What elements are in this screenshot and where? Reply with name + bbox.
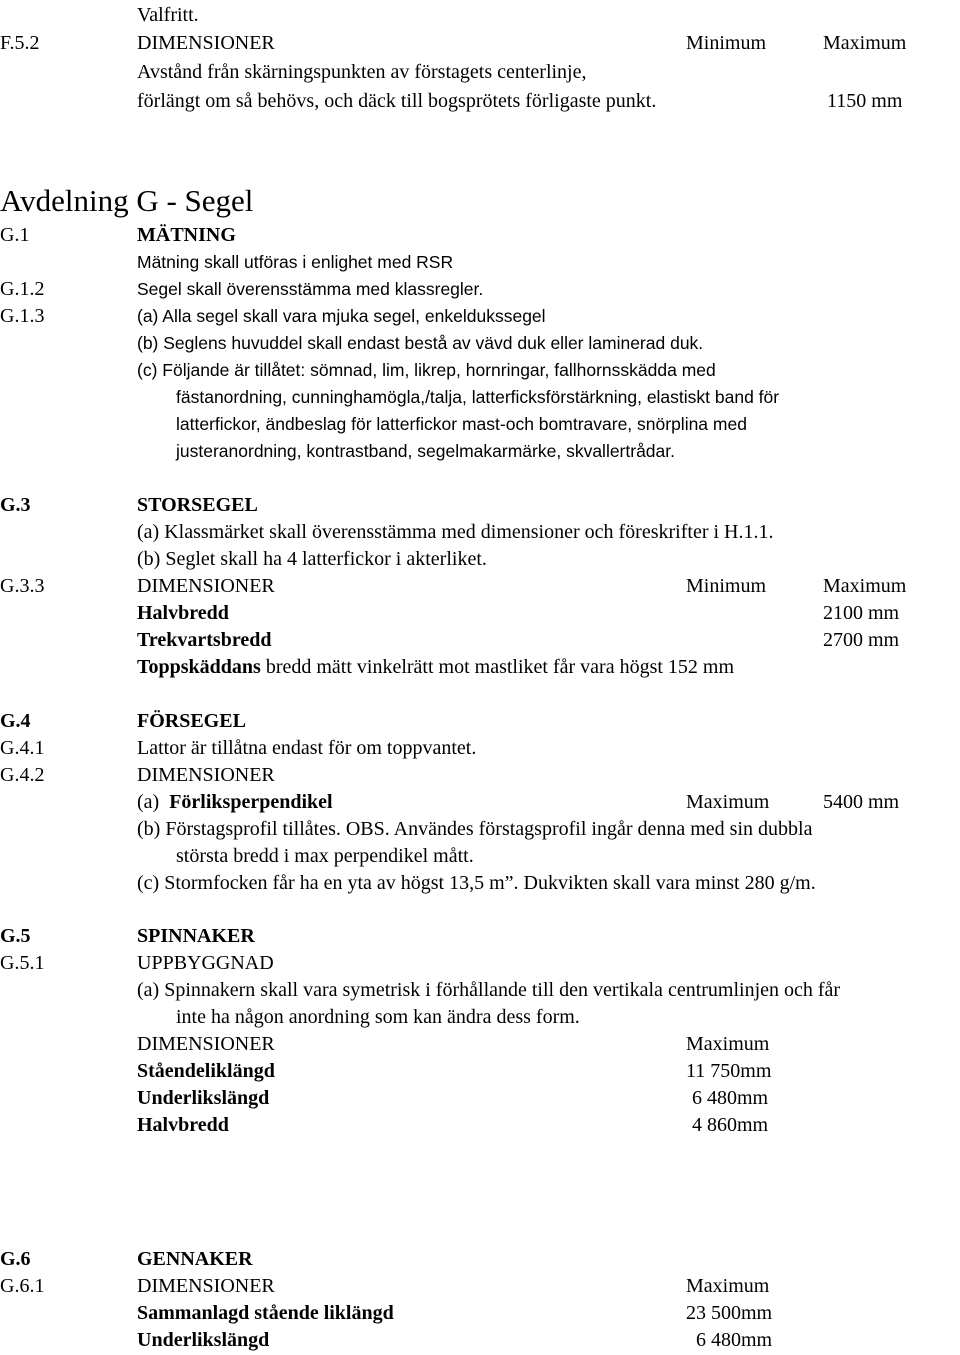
g42-max-value: 5400 mm (823, 791, 900, 813)
g13-item-c-line-2: fästanordning, cunninghamögla,/talja, latterficksförstärkning, elastiskt band för (176, 387, 780, 407)
g33-top-width-note (137, 655, 734, 679)
g51-row-3-label: Halvbredd (137, 1114, 229, 1136)
g33-row-2-label: Trekvartsbredd (137, 629, 272, 651)
rule-number-g61: G.6.1 (0, 1275, 45, 1297)
g5-title: SPINNAKER (137, 925, 255, 947)
g42-item-b-line-2: största bredd i max perpendikel mått. (176, 845, 474, 867)
g33-row-1-value: 2100 mm (823, 602, 900, 624)
rule-number-g12: G.1.2 (0, 278, 45, 300)
g42-maximum-header: Maximum (686, 791, 770, 813)
g13-item-c-line-3: latterfickor, ändbeslag för latterfickor mast-och bomtravare, snörplina med (176, 414, 747, 434)
g42-item-a-prefix: (a) (137, 791, 170, 813)
f-minimum-header: Minimum (686, 32, 767, 54)
g51-row-3-value: 4 860mm (692, 1114, 769, 1136)
f-description-line-1: Avstånd från skärningspunkten av förstagets centerlinje, (137, 61, 587, 83)
g51-subheading: UPPBYGGNAD (137, 952, 274, 974)
g61-row-2-value: 6 480mm (696, 1329, 773, 1351)
rule-number-g1: G.1 (0, 224, 30, 246)
rule-number-g42: G.4.2 (0, 764, 45, 786)
f-optional-text: Valfritt. (137, 4, 199, 26)
g42-item-a-label: Förliksperpendikel (169, 791, 333, 813)
g12-text: Segel skall överensstämma med klassregler. (137, 279, 484, 299)
rule-number-g51: G.5.1 (0, 952, 45, 974)
g4-title: FÖRSEGEL (137, 710, 246, 732)
g13-item-c-line-4: justeranordning, kontrastband, segelmakarmärke, skvallertrådar. (176, 441, 675, 461)
g13-item-c-line-1: (c) Följande är tillåtet: sömnad, lim, likrep, hornringar, fallhornsskädda med (137, 360, 716, 380)
g61-row-1-label: Sammanlagd stående liklängd (137, 1302, 394, 1324)
f-max-value: 1150 mm (827, 90, 903, 112)
g3-item-b: (b) Seglet skall ha 4 latterfickor i akterliket. (137, 548, 487, 570)
rule-number-g4: G.4 (0, 710, 31, 732)
rule-number-g33: G.3.3 (0, 575, 45, 597)
g33-top-width-term: Toppskäddans (137, 656, 261, 678)
g41-text: Lattor är tillåtna endast för om toppvantet. (137, 737, 477, 759)
rule-number-g3: G.3 (0, 494, 31, 516)
g42-item-a (137, 790, 333, 814)
g13-item-b: (b) Seglens huvuddel skall endast bestå av vävd duk eller laminerad duk. (137, 333, 704, 353)
g51-row-1-value: 11 750mm (686, 1060, 772, 1082)
g33-dimensions-heading: DIMENSIONER (137, 575, 275, 597)
g51-item-a-line-2: inte ha någon anordning som kan ändra dess form. (176, 1006, 580, 1028)
f-dimensions-heading: DIMENSIONER (137, 32, 275, 54)
g3-title: STORSEGEL (137, 494, 258, 516)
rule-number-g5: G.5 (0, 925, 31, 947)
f-maximum-header: Maximum (823, 32, 907, 54)
g51-row-2-value: 6 480mm (692, 1087, 769, 1109)
g33-maximum-header: Maximum (823, 575, 907, 597)
rule-number-g13: G.1.3 (0, 305, 45, 327)
g61-maximum-header: Maximum (686, 1275, 770, 1297)
g33-row-1-label: Halvbredd (137, 602, 229, 624)
g61-row-2-label: Underlikslängd (137, 1329, 270, 1351)
f-description-line-2: förlängt om så behövs, och däck till bogsprötets förligaste punkt. (137, 90, 657, 112)
rule-number-f52: F.5.2 (0, 32, 40, 54)
g1-text: Mätning skall utföras i enlighet med RSR (137, 252, 454, 272)
g51-row-2-label: Underlikslängd (137, 1087, 270, 1109)
g51-item-a-line-1: (a) Spinnakern skall vara symetrisk i förhållande till den vertikala centrumlinjen och får (137, 979, 841, 1001)
g42-item-b-line-1: (b) Förstagsprofil tillåtes. OBS. Användes förstagsprofil ingår denna med sin dubbla (137, 818, 813, 840)
g1-title: MÄTNING (137, 224, 236, 246)
g33-top-width-text: bredd mätt vinkelrätt mot mastliket får vara högst 152 mm (260, 656, 735, 678)
rule-number-g41: G.4.1 (0, 737, 45, 759)
g6-title: GENNAKER (137, 1248, 253, 1270)
g33-row-2-value: 2700 mm (823, 629, 900, 651)
g51-row-1-label: Ståendeliklängd (137, 1060, 275, 1082)
g61-row-1-value: 23 500mm (686, 1302, 773, 1324)
g42-dimensions-heading: DIMENSIONER (137, 764, 275, 786)
g33-minimum-header: Minimum (686, 575, 767, 597)
g61-dimensions-heading: DIMENSIONER (137, 1275, 275, 1297)
g42-item-c: (c) Stormfocken får ha en yta av högst 13,5 m”. Dukvikten skall vara minst 280 g/m. (137, 872, 816, 894)
rule-number-g6: G.6 (0, 1248, 31, 1270)
g3-item-a: (a) Klassmärket skall överensstämma med dimensioner och föreskrifter i H.1.1. (137, 521, 774, 543)
g51-maximum-header: Maximum (686, 1033, 770, 1055)
g13-item-a: (a) Alla segel skall vara mjuka segel, enkeldukssegel (137, 306, 546, 326)
section-title: Avdelning G - Segel (0, 183, 254, 218)
g51-dimensions-heading: DIMENSIONER (137, 1033, 275, 1055)
